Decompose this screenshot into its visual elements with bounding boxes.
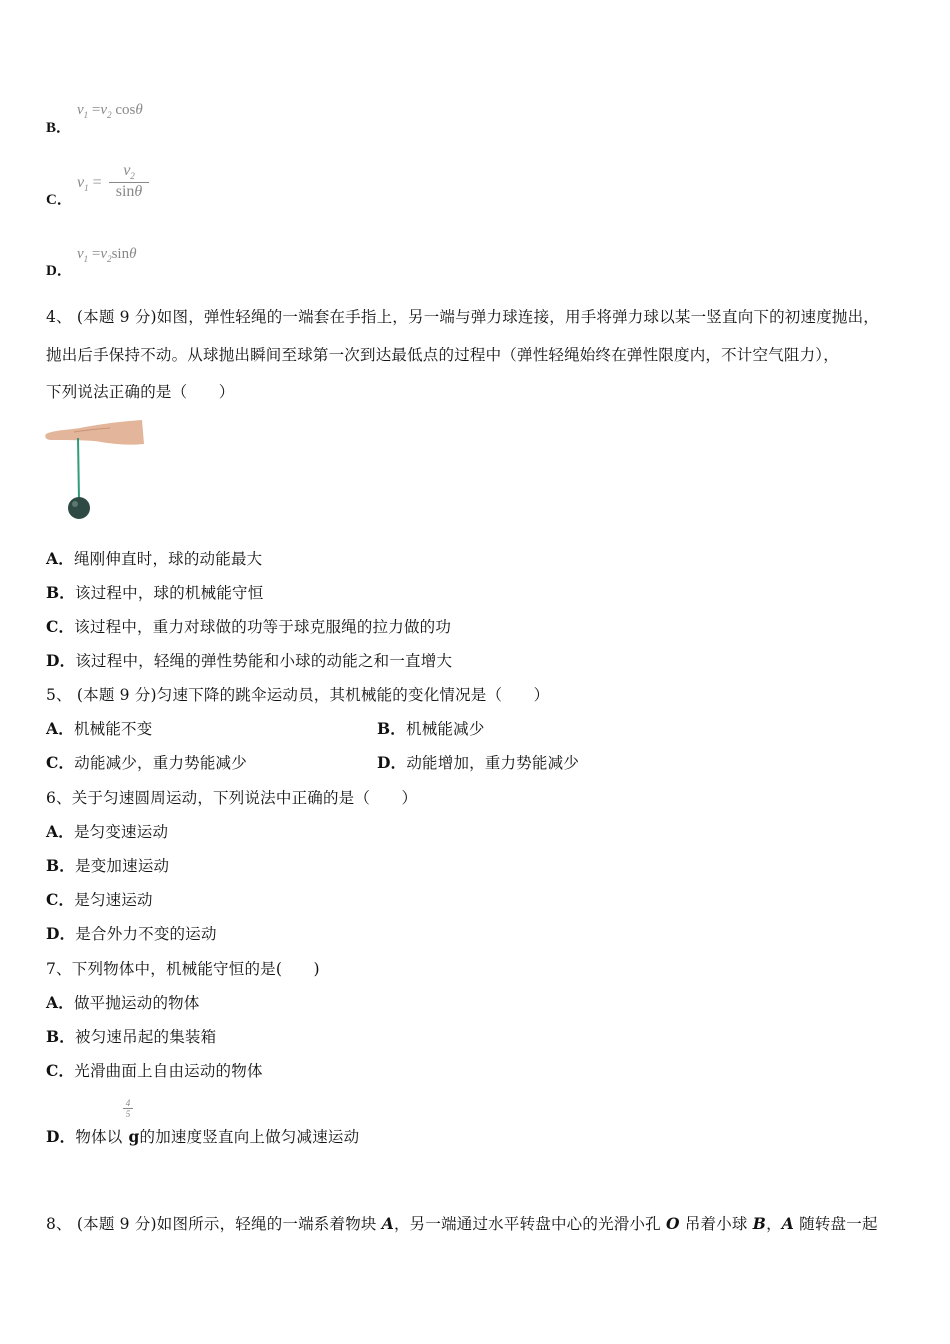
q7-option-d: D．物体以 g的加速度竖直向上做匀减速运动	[46, 1127, 360, 1146]
q3-option-c-fraction: $\frac{v_2}{\sin\theta}$	[109, 162, 149, 201]
q6-option-d: D．是合外力不变的运动	[46, 924, 217, 943]
q7-option-d-fraction: $\frac{4}{5}$	[123, 1098, 133, 1119]
q7-stem: 7、下列物体中，机械能守恒的是( )	[46, 960, 320, 978]
q6-stem: 6、关于匀速圆周运动，下列说法中正确的是（ ）	[46, 789, 418, 807]
q4-stem-line-3: 下列说法正确的是（ ）	[46, 383, 235, 401]
ball	[68, 497, 90, 519]
q3-option-c-lhs: $v_1$ =	[77, 174, 102, 194]
hand-shape	[45, 420, 144, 445]
q8-stem-line-1: 8、 (本题 9 分)如图所示，轻绳的一端系着物块 A，另一端通过水平转盘中心的光滑小孔 O 吊着小球 B，A 随转盘一起	[46, 1214, 878, 1233]
q5-stem: 5、 (本题 9 分)匀速下降的跳伞运动员，其机械能的变化情况是（ ）	[46, 686, 550, 704]
ball-highlight	[72, 501, 78, 507]
q4-stem-line-2: 抛出后手保持不动。从球抛出瞬间至球第一次到达最低点的过程中（弹性轻绳始终在弹性限度内，不计空气阻力），	[46, 346, 839, 364]
q5-option-d: D．动能增加，重力势能减少	[377, 753, 580, 772]
q6-option-b: B．是变加速运动	[46, 856, 170, 875]
q5-option-a: A．机械能不变	[46, 719, 153, 738]
q4-hand-ball-figure	[44, 416, 148, 522]
q3-option-d-formula: $v_1 =v_2\sin\theta$	[77, 246, 137, 264]
q4-option-c: C．该过程中，重力对球做的功等于球克服绳的拉力做的功	[46, 617, 452, 636]
q3-option-c-label: C．	[46, 192, 72, 208]
q3-option-b-label: B．	[46, 120, 72, 136]
q4-option-a: A．绳刚伸直时，球的动能最大	[46, 549, 263, 568]
q4-option-b: B．该过程中，球的机械能守恒	[46, 583, 264, 602]
q7-option-c: C．光滑曲面上自由运动的物体	[46, 1061, 263, 1080]
q7-option-b: B．被匀速吊起的集装箱	[46, 1027, 217, 1046]
q7-option-a: A．做平抛运动的物体	[46, 993, 200, 1012]
q6-option-c: C．是匀速运动	[46, 890, 153, 909]
q4-option-d: D．该过程中，轻绳的弹性势能和小球的动能之和一直增大	[46, 651, 453, 670]
elastic-cord	[78, 438, 79, 500]
q4-stem-line-1: 4、 (本题 9 分)如图，弹性轻绳的一端套在手指上，另一端与弹力球连接，用手将弹力球以某一竖直向下的初速度抛出，	[46, 308, 880, 326]
q5-option-c: C．动能减少，重力势能减少	[46, 753, 247, 772]
q3-option-d-label: D．	[46, 263, 72, 279]
q3-option-b-formula: $v_1 =v_2$ cosθ	[77, 102, 143, 120]
q6-option-a: A．是匀变速运动	[46, 822, 169, 841]
q5-option-b: B．机械能减少	[377, 719, 485, 738]
